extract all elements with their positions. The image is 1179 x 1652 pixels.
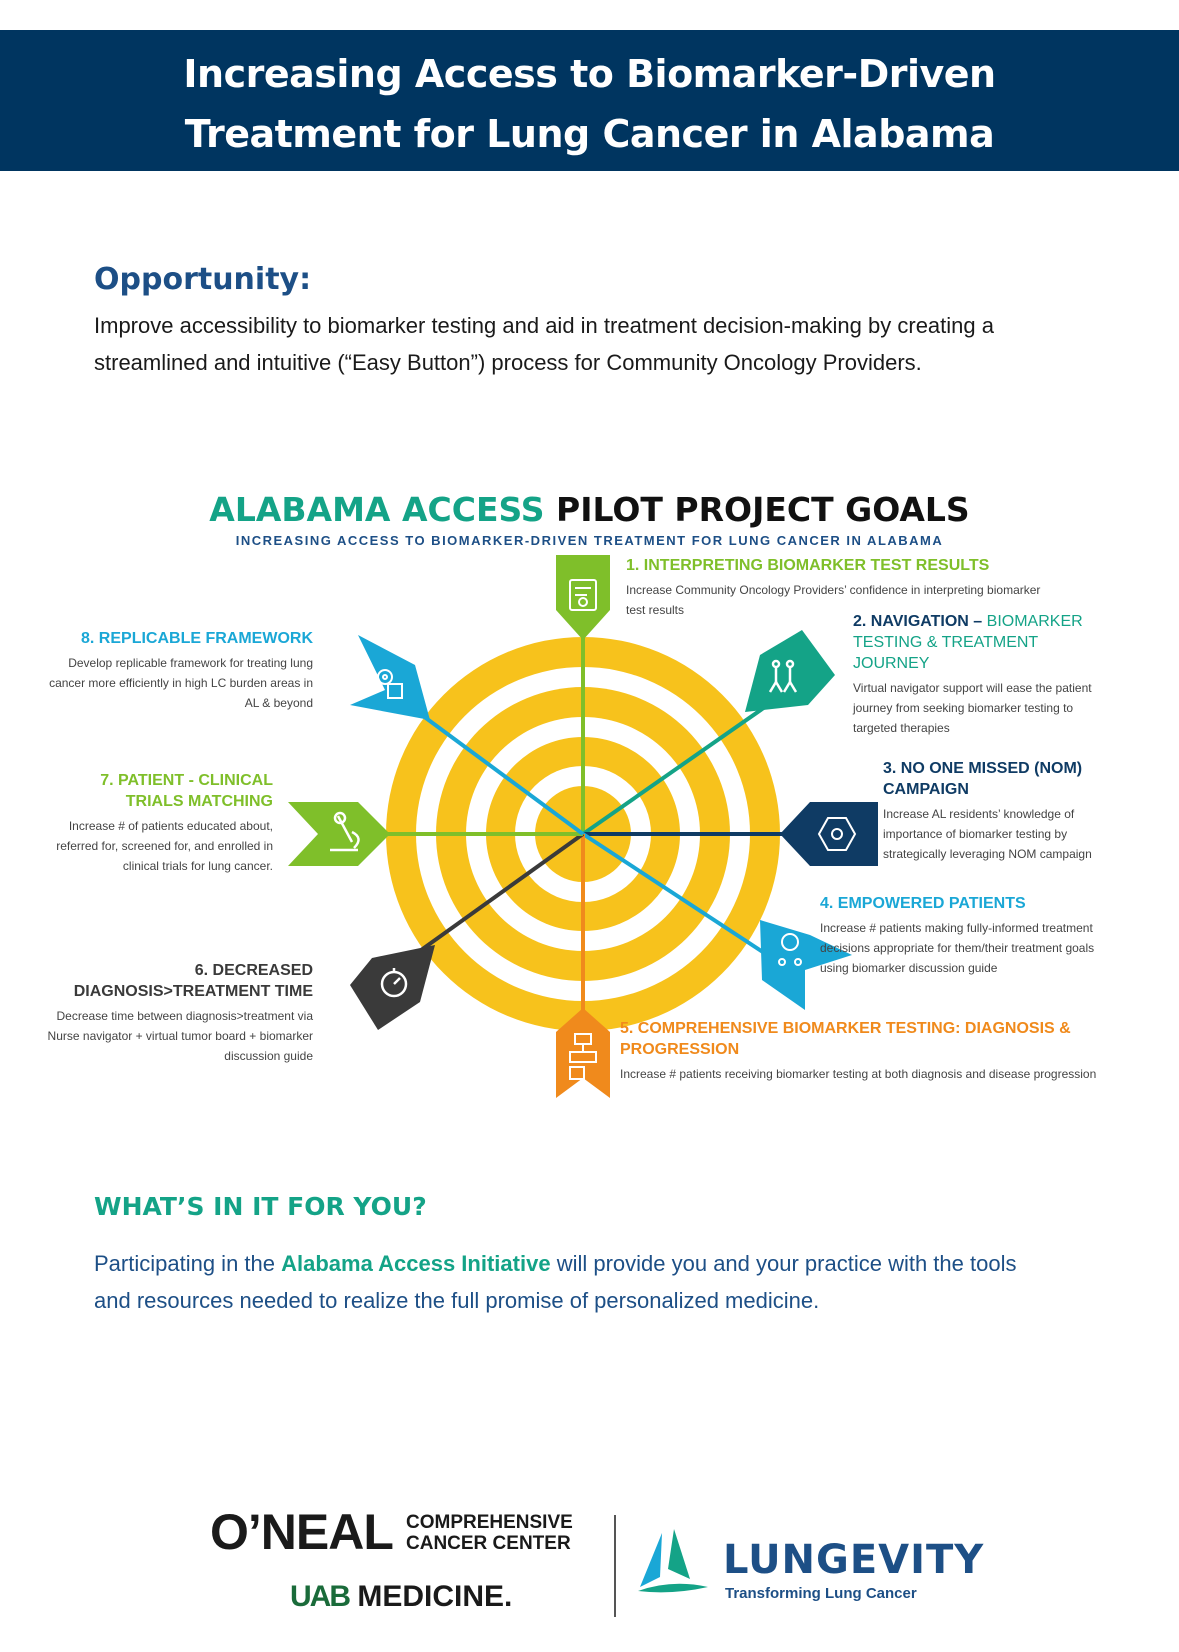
goal-5 <box>620 1018 1120 1084</box>
goal-2-heading-rest: BIOMARKER TESTING & TREATMENT JOURNEY <box>853 613 1083 672</box>
goal-2-body: Virtual navigator support will ease the patient journey from seeking biomarker testing to targeted therapies <box>853 681 1092 735</box>
wiify-text-before: Participating in the <box>94 1251 275 1276</box>
oneal-logo <box>210 1503 393 1561</box>
goal-3 <box>883 758 1113 864</box>
goal-5-heading: 5. COMPREHENSIVE BIOMARKER TESTING: DIAGNOSIS & PROGRESSION <box>620 1020 1071 1058</box>
opportunity-heading: Opportunity: <box>94 262 312 297</box>
goal-2 <box>853 611 1113 738</box>
arrow-7-head <box>288 802 390 866</box>
arrow-3-head <box>780 802 878 866</box>
goal-8-body: Develop replicable framework for treating lung cancer more efficiently in high LC burden areas in AL & beyond <box>49 656 313 710</box>
oneal-subtitle-line-1: COMPREHENSIVE <box>406 1512 573 1533</box>
goal-7-heading: 7. PATIENT - CLINICAL TRIALS MATCHING <box>100 772 273 810</box>
lungevity-wordmark: LUNGEVITY <box>723 1537 985 1583</box>
goal-2-heading-bold: 2. NAVIGATION – <box>853 613 983 630</box>
goal-4 <box>820 893 1110 978</box>
logo-divider <box>614 1515 616 1617</box>
goals-title-rest: PILOT PROJECT GOALS <box>556 490 970 529</box>
arrow-8-head <box>350 635 430 720</box>
uab-mark: UAB <box>290 1580 349 1613</box>
goal-3-body: Increase AL residents’ knowledge of importance of biomarker testing by strategically leveraging NOM campaign <box>883 807 1092 861</box>
oneal-subtitle-line-2: CANCER CENTER <box>406 1533 571 1554</box>
lungevity-tagline: Transforming Lung Cancer <box>725 1585 917 1602</box>
goal-8-heading: 8. REPLICABLE FRAMEWORK <box>81 630 313 647</box>
goals-subtitle: INCREASING ACCESS TO BIOMARKER-DRIVEN TREATMENT FOR LUNG CANCER IN ALABAMA <box>235 533 944 548</box>
goal-3-heading: 3. NO ONE MISSED (NOM) CAMPAIGN <box>883 760 1083 798</box>
oneal-subtitle <box>406 1512 573 1554</box>
goal-8 <box>40 628 313 713</box>
goal-4-heading: 4. EMPOWERED PATIENTS <box>820 895 1026 912</box>
goal-6-heading: 6. DECREASED DIAGNOSIS>TREATMENT TIME <box>73 962 313 1000</box>
goal-1-body: Increase Community Oncology Providers’ confidence in interpreting biomarker test results <box>626 583 1041 617</box>
wiify-text <box>94 1245 1054 1319</box>
arrow-6-head <box>350 945 435 1030</box>
goal-7-body: Increase # of patients educated about, referred for, screened for, and enrolled in clinical trials for lung cancer. <box>56 819 273 873</box>
uab-medicine-logo <box>290 1580 512 1614</box>
goal-6 <box>40 960 313 1066</box>
goal-5-body: Increase # patients receiving biomarker testing at both diagnosis and disease progression <box>620 1067 1097 1081</box>
goal-4-body: Increase # patients making fully-informed treatment decisions appropriate for them/their treatment goals using biomarker discussion guide <box>820 921 1095 975</box>
uab-medicine-text: MEDICINE. <box>357 1580 513 1613</box>
title-line-1: Increasing Access to Biomarker-Driven <box>183 52 996 96</box>
goal-1-heading: 1. INTERPRETING BIOMARKER TEST RESULTS <box>626 557 990 574</box>
goals-title-brand: ALABAMA ACCESS <box>209 490 545 529</box>
wiify-text-after: will provide you and your practice with the tools and resources needed to realize the full promise of personalized medicine. <box>94 1251 1017 1313</box>
wiify-text-bold: Alabama Access Initiative <box>281 1251 551 1276</box>
goal-6-body: Decrease time between diagnosis>treatment via Nurse navigator + virtual tumor board + biomarker discussion guide <box>47 1009 313 1063</box>
lungevity-mark-icon <box>632 1525 714 1595</box>
goal-7 <box>40 770 273 876</box>
oneal-wordmark: O’NEAL <box>210 1504 393 1560</box>
opportunity-text: Improve accessibility to biomarker testing and aid in treatment decision-making by creating a streamlined and intuitive (“Easy Button”) process for Community Oncology Providers. <box>94 313 994 375</box>
title-line-2: Treatment for Lung Cancer in Alabama <box>184 112 995 156</box>
wiify-heading: WHAT’S IN IT FOR YOU? <box>94 1192 427 1221</box>
goal-2-heading <box>853 611 1113 674</box>
